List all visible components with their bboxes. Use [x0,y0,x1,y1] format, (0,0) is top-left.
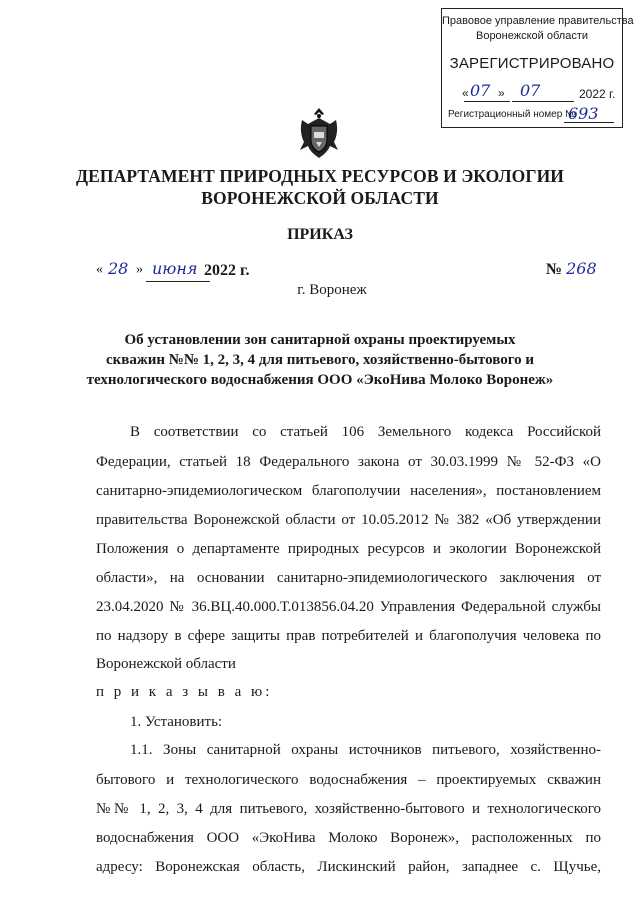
department-title-line1: ДЕПАРТАМЕНТ ПРИРОДНЫХ РЕСУРСОВ И ЭКОЛОГИИ [75,166,564,186]
order-date-year: 2022 г. [204,262,250,279]
body-line: Воронежской области [96,656,236,672]
item-1: 1. Установить: [130,714,223,730]
order-date-day: 28 [108,259,129,278]
stamp-month-underline [512,101,574,102]
order-word: п р и к а з ы в а ю: [96,684,273,700]
body-line: Федерации, статьей 18 Федерального закона от 30.03.1999 № 52-ФЗ «О [96,454,601,470]
stamp-status: ЗАРЕГИСТРИРОВАНО [449,55,615,72]
stamp-date-open-quote: « [462,86,469,100]
city: г. Воронеж [297,282,367,298]
order-date-month: июня [152,259,198,278]
stamp-day-underline [464,101,510,102]
subject-line1: Об установлении зон санитарной охраны проектируемых [124,332,516,348]
stamp-org-line1: Правовое управление правительства [442,15,634,27]
body-line: правительства Воронежской области от 10.05.2012 № 382 «Об утверждении [96,512,601,528]
body-line: по надзору в сфере защиты прав потребителей и благополучия человека по [96,628,601,644]
coat-of-arms-icon [296,106,342,162]
body-line: В соответствии со статьей 106 Земельного кодекса Российской [130,424,601,440]
body-line: 23.04.2020 № 36.ВЦ.40.000.Т.013856.04.20 Управления Федеральной службы [96,599,601,615]
subject-line3: технологического водоснабжения ООО «ЭкоНива Молоко Воронеж» [86,372,554,388]
body-line: Положения о департаменте природных ресурсов и экологии Воронежской [96,541,601,557]
order-number-label: № [546,261,563,278]
item-1-1-line: адресу: Воронежская область, Лискинский район, западнее с. Щучье, [96,859,601,875]
order-number [546,259,597,279]
stamp-reg-underline [564,122,614,123]
order-date-close-quote: » [136,262,143,277]
stamp-date-day: 07 [470,81,491,100]
department-title-line2: ВОРОНЕЖСКОЙ ОБЛАСТИ [201,188,439,208]
item-1-1-line: водоснабжения ООО «ЭкоНива Молоко Воронеж», расположенных по [96,830,601,846]
registration-stamp [441,8,634,128]
stamp-date-year: 2022 г. [579,87,616,101]
body-line: санитарно-эпидемиологическом благополучии населения», постановлением [96,483,601,499]
item-1-1-line: 1.1. Зоны санитарной охраны источников питьевого, хозяйственно- [130,742,601,758]
order-date-open-quote: « [96,262,103,277]
stamp-date-close-quote: » [498,86,505,100]
stamp-reg-number: 693 [568,104,599,123]
subject-line2: скважин №№ 1, 2, 3, 4 для питьевого, хозяйственно-бытового и [105,352,535,368]
order-number-value: 268 [566,259,597,278]
item-1-1-line: №№ 1, 2, 3, 4 для питьевого, хозяйственно-бытового и технологического [96,801,601,817]
stamp-reg-label: Регистрационный номер № [448,109,576,120]
document-type: ПРИКАЗ [287,226,353,243]
stamp-org-line2: Воронежской области [475,30,588,42]
item-1-1-line: бытового и технологического водоснабжения – проектируемых скважин [96,772,601,788]
body-line: области», на основании санитарно-эпидемиологического заключения от [96,570,601,586]
stamp-date-month: 07 [520,81,541,100]
